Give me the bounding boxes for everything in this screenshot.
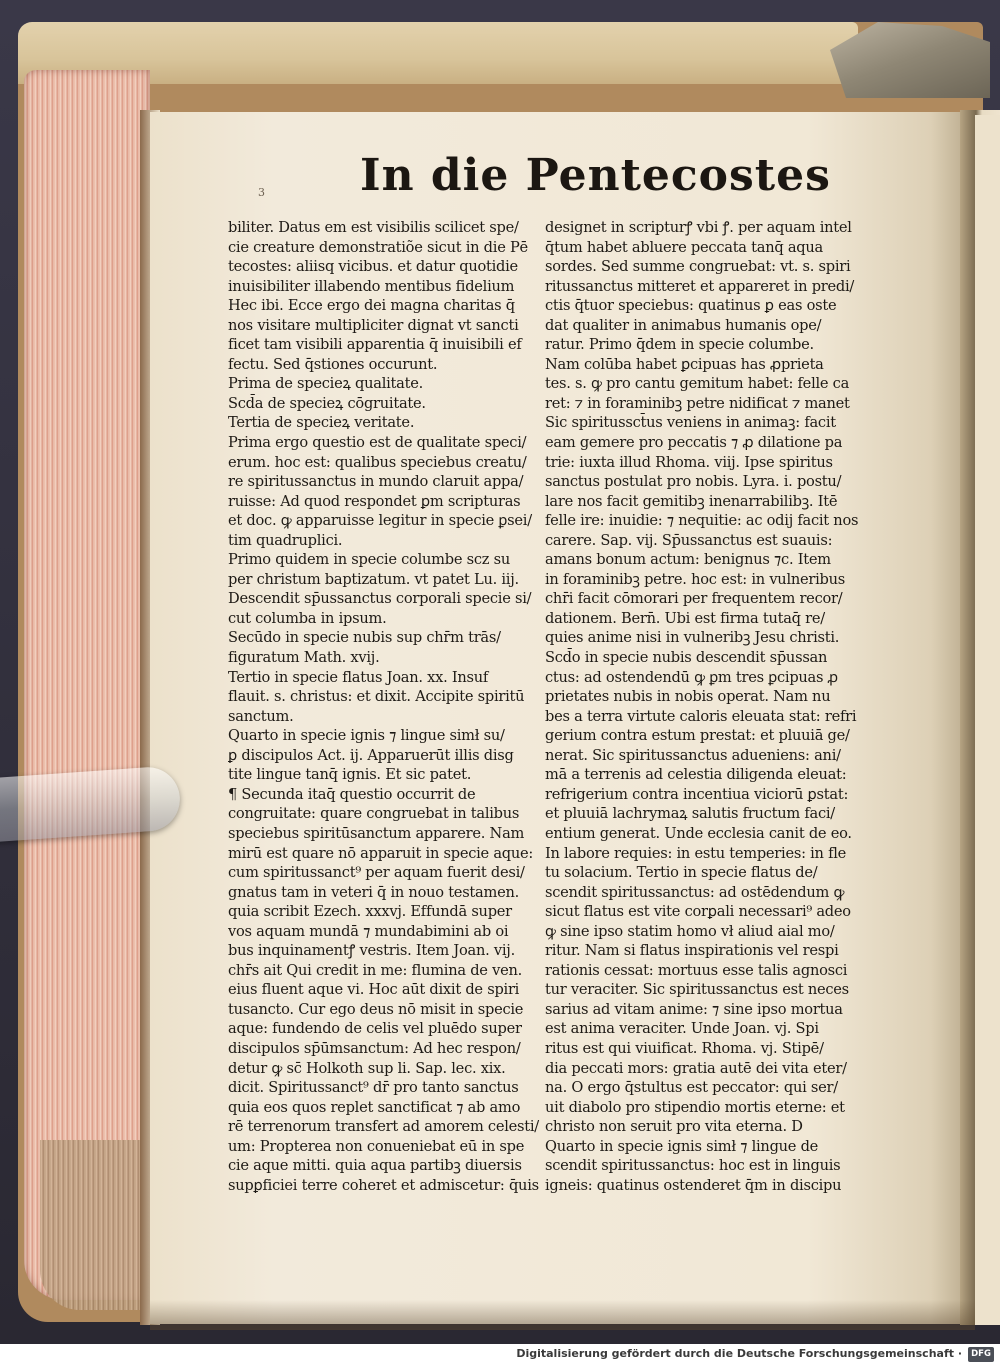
text-line: tes. s. ꝙ pro cantu gemitum habet: felle ca bbox=[545, 375, 850, 393]
text-line: aque: fundendo de celis vel pluēdo super bbox=[228, 1020, 522, 1038]
text-line: Quarto in specie ignis simł ⁊ lingue de bbox=[545, 1137, 819, 1155]
text-line: inuisibiliter illabendo mentibus fidelium bbox=[228, 277, 515, 295]
page-bottom-shade bbox=[150, 1300, 975, 1330]
page-fore-edge bbox=[24, 70, 150, 1300]
text-line: ctus: ad ostendendū ꝙ ꝑm tres ꝑcipuas ꝓ bbox=[545, 668, 838, 686]
text-line: uit diabolo pro stipendio mortis eterne: et bbox=[545, 1098, 845, 1116]
text-line: lare nos facit gemitibꝫ inenarrabilibꝫ. Itē bbox=[545, 492, 838, 510]
text-line: ritussanctus mitteret et appareret in predi/ bbox=[545, 277, 855, 295]
text-line: ritur. Nam si flatus inspirationis vel respi bbox=[545, 942, 839, 960]
page-fore-edge-lower bbox=[40, 1140, 155, 1310]
text-line: Quarto in specie ignis ⁊ lingue simł su/ bbox=[228, 727, 505, 745]
text-line: Hec ibi. Ecce ergo dei magna charitas q̄ bbox=[228, 297, 515, 315]
text-line: rē terrenorum transfert ad amorem celesti/ bbox=[228, 1118, 539, 1136]
text-line: sanctum. bbox=[228, 707, 294, 725]
text-line: tim quadruplici. bbox=[228, 531, 343, 549]
text-line: In labore requies: in estu temperies: in fle bbox=[545, 844, 847, 862]
text-column-left bbox=[228, 218, 546, 1195]
text-line: Descendit sp̄ussanctus corporali specie si/ bbox=[228, 590, 532, 608]
text-line: et doc. ꝙ apparuisse legitur in specie ꝑsei/ bbox=[228, 512, 532, 530]
text-line: felle ire: inuidie: ⁊ nequitie: ac odij facit nos bbox=[545, 512, 859, 530]
text-line: Primo quidem in specie columbe scz su bbox=[228, 551, 510, 569]
text-line: Tertio in specie flatus Joan. xx. Insuf bbox=[228, 668, 489, 686]
text-line: est anima veraciter. Unde Joan. vj. Spi bbox=[545, 1020, 819, 1038]
text-line: quia scribit Ezech. xxxvj. Effundā super bbox=[228, 903, 512, 921]
text-line: cut columba in ipsum. bbox=[228, 609, 387, 627]
text-line: quies anime nisi in vulneribꝫ Jesu christi. bbox=[545, 629, 840, 647]
text-line: chr̄s ait Qui credit in me: flumina de ven. bbox=[228, 961, 523, 979]
text-line: supꝑficiei terre coheret et admiscetur: q̄uis bbox=[228, 1176, 539, 1194]
text-line: Scd̄o in specie nubis descendit sp̄ussan bbox=[545, 649, 828, 667]
text-line: et pluuiā lachrymaꝝ salutis fructum faci/ bbox=[545, 805, 835, 823]
text-line: amans bonum actum: benignus ⁊c. Item bbox=[545, 551, 831, 569]
text-line: um: Propterea non conueniebat eū in spe bbox=[228, 1137, 525, 1155]
text-line: Secūdo in specie nubis sup chr̄m trās/ bbox=[228, 629, 501, 647]
text-line: bus inquinamentꝭ vestris. Item Joan. vij. bbox=[228, 942, 515, 960]
text-line: sicut flatus est vite corꝑali necessari⁹ adeo bbox=[545, 903, 851, 921]
text-line: Prima ergo questio est de qualitate speci/ bbox=[228, 434, 527, 452]
text-line: christo non seruit pro vita eterna. D bbox=[545, 1118, 803, 1136]
text-line: congruitate: quare congruebat in talibus bbox=[228, 805, 520, 823]
text-line: eam gemere pro peccatis ⁊ ꝓ dilatione pa bbox=[545, 434, 843, 452]
text-line: cie creature demonstratiõe sicut in die Pē bbox=[228, 238, 528, 256]
text-line: biliter. Datus em est visibilis scilicet spe/ bbox=[228, 219, 519, 236]
text-line: speciebus spiritūsanctum apparere. Nam bbox=[228, 824, 525, 842]
text-line: Scd̄a de specieꝝ cōgruitate. bbox=[228, 394, 426, 412]
footer-bar bbox=[0, 1344, 1000, 1366]
text-line: sordes. Sed summe congruebat: vt. s. spiri bbox=[545, 258, 851, 276]
text-line: dationem. Bern̄. Ubi est firma tutaq̄ re/ bbox=[545, 609, 825, 627]
text-line: dicit. Spiritussanct⁹ dr̄ pro tanto sanctus bbox=[228, 1079, 519, 1097]
text-line: per christum baptizatum. vt patet Lu. iij. bbox=[228, 570, 519, 588]
text-line: ritus est qui viuificat. Rhoma. vj. Stipē/ bbox=[545, 1039, 824, 1057]
text-line: ruisse: Ad quod respondet ꝑm scripturas bbox=[228, 492, 521, 510]
text-line: cie aque mitti. quia aqua partibꝫ diuersis bbox=[228, 1157, 522, 1175]
text-line: entium generat. Unde ecclesia canit de eo. bbox=[545, 824, 852, 842]
text-line: flauit. s. christus: et dixit. Accipite spiritū bbox=[228, 688, 525, 706]
text-line: refrigerium contra incentiua viciorū ꝑstat: bbox=[545, 785, 849, 803]
text-line: q̄tum habet abluere peccata tanq̄ aqua bbox=[545, 238, 823, 256]
text-line: tusancto. Cur ego deus nō misit in specie bbox=[228, 1000, 524, 1018]
text-line: mā a terrenis ad celestia diligenda eleuat: bbox=[545, 766, 847, 784]
text-line: detur ꝙ sc̄ Holkoth sup li. Sap. lec. xix. bbox=[228, 1059, 506, 1077]
text-line: trie: iuxta illud Rhoma. viij. Ipse spiritus bbox=[545, 453, 833, 471]
text-column-right bbox=[545, 218, 863, 1195]
text-line: Sic spiritussct̄us veniens in animaꝫ: facit bbox=[545, 414, 836, 432]
text-line: re spiritussanctus in mundo claruit appa/ bbox=[228, 473, 524, 491]
text-line: ratur. Primo q̄dem in specie columbe. bbox=[545, 336, 814, 354]
text-line: tecostes: aliisq vicibus. et datur quotidie bbox=[228, 258, 518, 276]
text-line: cum spiritussanct⁹ per aquam fuerit desi/ bbox=[228, 864, 525, 882]
text-line: dia peccati mors: gratia autē dei vita eter/ bbox=[545, 1059, 847, 1077]
text-line: sanctus postulat pro nobis. Lyra. i. postu/ bbox=[545, 473, 842, 491]
text-line: vos aquam mundā ⁊ mundabimini ab oi bbox=[228, 922, 509, 940]
text-line: Prima de specieꝝ qualitate. bbox=[228, 375, 424, 393]
text-line: nos visitare multipliciter dignat vt sancti bbox=[228, 316, 519, 334]
text-line: rationis cessat: mortuus esse talis agnosci bbox=[545, 961, 848, 979]
text-line: ficet tam visibili apparentia q̄ inuisibili ef bbox=[228, 336, 522, 354]
text-line: mirū est quare nō apparuit in specie aque: bbox=[228, 844, 534, 862]
text-line: Nam colūba habet ꝑcipuas has ꝓprieta bbox=[545, 355, 824, 373]
text-line: ꝙ sine ipso statim homo vł aliud aial mo/ bbox=[545, 922, 835, 940]
text-line: scendit spiritussanctus: hoc est in linguis bbox=[545, 1157, 841, 1175]
text-line: ¶ Secunda itaq̄ questio occurrit de bbox=[228, 785, 476, 803]
text-line: fectu. Sed q̄stiones occurunt. bbox=[228, 355, 438, 373]
text-line: gnatus tam in veteri q̄ in nouo testamen. bbox=[228, 883, 520, 901]
text-line: tu solacium. Tertio in specie flatus de/ bbox=[545, 864, 818, 882]
page-title: In die Pentecostes bbox=[360, 150, 831, 201]
text-line: erum. hoc est: qualibus speciebus creatu/ bbox=[228, 453, 527, 471]
text-line: dat qualiter in animabus humanis ope/ bbox=[545, 316, 822, 334]
text-line: discipulos sp̄ūmsanctum: Ad hec respon/ bbox=[228, 1039, 521, 1057]
signature-mark: 3 bbox=[258, 186, 265, 199]
text-line: na. O ergo q̄stultus est peccator: qui ser/ bbox=[545, 1079, 838, 1097]
text-line: igneis: quatinus ostenderet q̄m in discipu bbox=[545, 1176, 842, 1194]
facing-page-edge bbox=[975, 115, 1000, 1325]
text-line: quia eos quos replet sanctificat ⁊ ab amo bbox=[228, 1098, 521, 1116]
text-line: ctis q̄tuor speciebus: quatinus ꝑ eas oste bbox=[545, 297, 837, 315]
funding-credit: Digitalisierung gefördert durch die Deutsche Forschungsgemeinschaft · bbox=[516, 1347, 962, 1360]
text-line: Tertia de specieꝝ veritate. bbox=[228, 414, 415, 432]
text-line: tite lingue tanq̄ ignis. Et sic patet. bbox=[228, 766, 472, 784]
dfg-logo: DFG bbox=[968, 1347, 994, 1362]
text-line: gerium contra estum prestat: et pluuiā ge/ bbox=[545, 727, 850, 745]
text-line: ꝑ discipulos Act. ij. Apparuerūt illis disg bbox=[228, 746, 514, 764]
text-line: bes a terra virtute caloris eleuata stat: refri bbox=[545, 707, 857, 725]
text-line: carere. Sap. vij. Sp̄ussanctus est suauis: bbox=[545, 531, 833, 549]
text-line: designet in scripturꝭ vbi ꝭ. per aquam intel bbox=[545, 219, 852, 236]
text-line: in foraminibꝫ petre. hoc est: in vulneribus bbox=[545, 570, 846, 588]
text-line: scendit spiritussanctus: ad ostēdendum ꝙ bbox=[545, 883, 845, 901]
text-line: ret: ⁊ in foraminibꝫ petre nidificat ⁊ manet bbox=[545, 394, 850, 412]
text-line: tur veraciter. Sic spiritussanctus est neces bbox=[545, 981, 849, 999]
text-line: figuratum Math. xvij. bbox=[228, 649, 380, 667]
text-line: nerat. Sic spiritussanctus adueniens: ani/ bbox=[545, 746, 841, 764]
text-line: eius fluent aque vi. Hoc aūt dixit de spiri bbox=[228, 981, 520, 999]
text-line: chr̄i facit cōmorari per frequentem recor/ bbox=[545, 590, 843, 608]
text-line: prietates nubis in nobis operat. Nam nu bbox=[545, 688, 831, 706]
text-line: sarius ad vitam anime: ⁊ sine ipso mortua bbox=[545, 1000, 843, 1018]
